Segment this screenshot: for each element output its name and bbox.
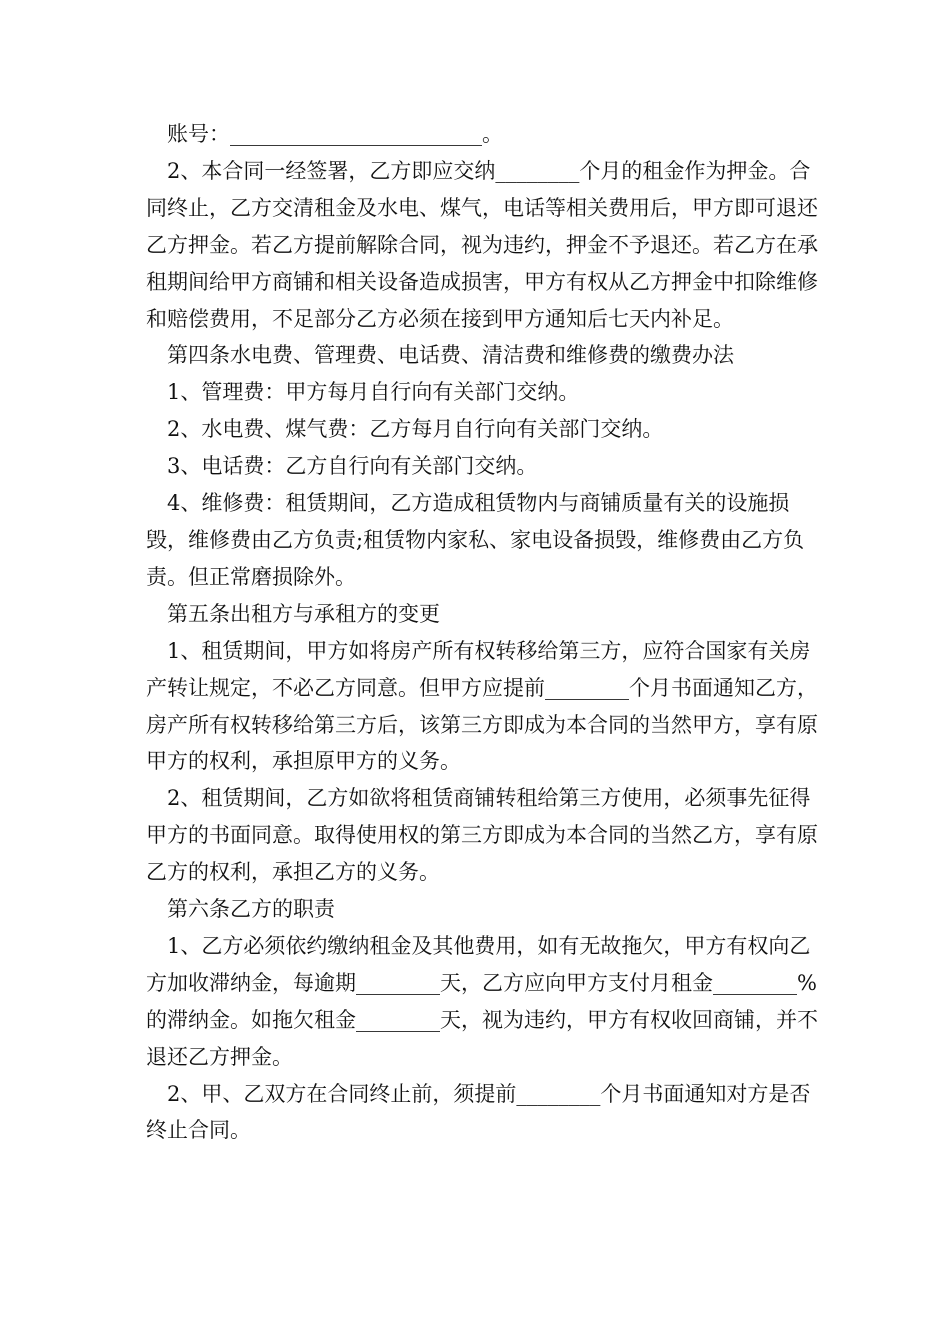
deposit-clause: 2、本合同一经签署，乙方即应交纳________个月的租金作为押金。合同终止，乙方交清租金及水电、煤气，电话等相关费用后，甲方即可退还乙方押金。若乙方提前解除合同，视为违约，押金不予退还。若乙方在承租期间给甲方商铺和相关设备造成损害，甲方有权从乙方押金中扣除维修和赔偿费用，不足部分乙方必须在接到甲方通知后七天内补足。 <box>146 158 818 331</box>
phone-fee-clause: 3、电话费：乙方自行向有关部门交纳。 <box>167 454 538 479</box>
maintenance-fee-clause: 4、维修费：租赁期间，乙方造成租赁物内与商铺质量有关的设施损毁，维修费由乙方负责;租赁物内家私、家电设备损毁，维修费由乙方负责。但正常磨损除外。 <box>146 491 805 589</box>
account-number-line: 账号：________________________。 <box>167 122 503 146</box>
landlord-change-clause: 1、租赁期间，甲方如将房产所有权转移给第三方，应符合国家有关房产转让规定，不必乙方同意。但甲方应提前________个月书面通知乙方，房产所有权转移给第三方后，该第三方即成为本合同的当然甲方，享有原甲方的权利，承担原甲方的义务。 <box>146 638 818 774</box>
utility-fee-clause: 2、水电费、煤气费：乙方每月自行向有关部门交纳。 <box>167 417 664 442</box>
termination-notice-clause: 2、甲、乙双方在合同终止前，须提前________个月书面通知对方是否终止合同。 <box>146 1081 811 1143</box>
document-body <box>146 116 818 1149</box>
article-4-heading: 第四条水电费、管理费、电话费、清洁费和维修费的缴费办法 <box>167 343 734 368</box>
management-fee-clause: 1、管理费：甲方每月自行向有关部门交纳。 <box>167 380 580 405</box>
late-payment-clause: 1、乙方必须依约缴纳租金及其他费用，如有无故拖欠，甲方有权向乙方加收滞纳金，每逾期________天，乙方应向甲方支付月租金________%的滞纳金。如拖欠租金________天，视为违约，甲方有权收回商铺，并不退还乙方押金。 <box>146 933 818 1069</box>
article-6-heading: 第六条乙方的职责 <box>167 897 335 922</box>
article-5-heading: 第五条出租方与承租方的变更 <box>167 601 440 626</box>
tenant-sublease-clause: 2、租赁期间，乙方如欲将租赁商铺转租给第三方使用，必须事先征得甲方的书面同意。取得使用权的第三方即成为本合同的当然乙方，享有原乙方的权利，承担乙方的义务。 <box>146 786 818 885</box>
